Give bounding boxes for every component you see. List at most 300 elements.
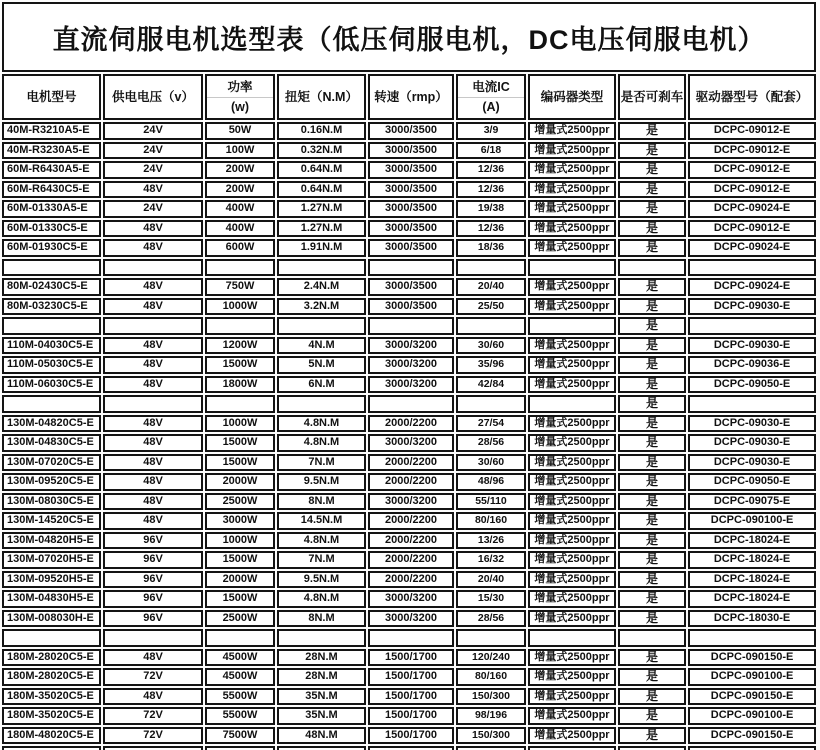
table-cell: 48V xyxy=(103,376,203,394)
table-cell xyxy=(103,317,203,335)
table-cell: DCPC-09030-E xyxy=(688,434,816,452)
table-cell xyxy=(618,259,686,277)
table-cell: 60M-01930C5-E xyxy=(2,239,101,257)
table-cell: 48V xyxy=(103,239,203,257)
table-cell: 2000W xyxy=(205,571,275,589)
table-cell: 16/32 xyxy=(456,551,526,569)
table-cell: 130M-04820C5-E xyxy=(2,415,101,433)
table-cell: 增量式2500ppr xyxy=(528,532,616,550)
table-cell: 增量式2500ppr xyxy=(528,649,616,667)
table-cell: 55/110 xyxy=(456,493,526,511)
table-row xyxy=(2,239,816,257)
table-cell xyxy=(368,746,454,750)
table-cell: DCPC-09030-E xyxy=(688,415,816,433)
table-cell: 是 xyxy=(618,220,686,238)
table-cell: 1000W xyxy=(205,532,275,550)
table-cell: 3000/3500 xyxy=(368,200,454,218)
table-cell: 增量式2500ppr xyxy=(528,610,616,628)
column-header-driver-model: 驱动器型号（配套） xyxy=(688,74,816,120)
table-cell: 12/36 xyxy=(456,181,526,199)
column-header-brake: 是否可刹车 xyxy=(618,74,686,120)
table-cell: 2500W xyxy=(205,610,275,628)
table-cell: 是 xyxy=(618,337,686,355)
table-cell: 2000W xyxy=(205,473,275,491)
table-cell: DCPC-18024-E xyxy=(688,551,816,569)
table-cell: 1500/1700 xyxy=(368,707,454,725)
table-cell: 增量式2500ppr xyxy=(528,200,616,218)
table-cell: 24V xyxy=(103,200,203,218)
table-cell xyxy=(103,259,203,277)
table-cell: 12/36 xyxy=(456,220,526,238)
table-cell: 98/196 xyxy=(456,707,526,725)
table-cell: 48V xyxy=(103,415,203,433)
table-cell: 50W xyxy=(205,122,275,140)
column-header-power-label: 功率 xyxy=(207,77,273,97)
table-cell: 96V xyxy=(103,610,203,628)
page-title: 直流伺服电机选型表（低压伺服电机，DC电压伺服电机） xyxy=(2,2,816,72)
table-row xyxy=(2,493,816,511)
table-cell: 40M-R3230A5-E xyxy=(2,142,101,160)
column-header-current-unit: (A) xyxy=(482,99,500,114)
table-cell: DCPC-09050-E xyxy=(688,473,816,491)
table-cell: 48V xyxy=(103,220,203,238)
table-cell: 9.5N.M xyxy=(277,473,366,491)
table-cell: 0.16N.M xyxy=(277,122,366,140)
table-cell: 3000W xyxy=(205,512,275,530)
table-row xyxy=(2,512,816,530)
table-cell: 8N.M xyxy=(277,493,366,511)
table-cell: DCPC-09012-E xyxy=(688,181,816,199)
table-cell: 1500/1700 xyxy=(368,649,454,667)
table-cell: 是 xyxy=(618,161,686,179)
table-cell: 是 xyxy=(618,493,686,511)
table-cell: 3000/3200 xyxy=(368,356,454,374)
table-cell: 增量式2500ppr xyxy=(528,454,616,472)
table-cell: 130M-09520C5-E xyxy=(2,473,101,491)
table-cell: 是 xyxy=(618,278,686,296)
table-cell: 35N.M xyxy=(277,707,366,725)
table-cell: 增量式2500ppr xyxy=(528,688,616,706)
table-cell: 13/26 xyxy=(456,532,526,550)
table-cell: 1500W xyxy=(205,356,275,374)
table-cell: DCPC-090100-E xyxy=(688,512,816,530)
table-row xyxy=(2,649,816,667)
table-cell: 1500W xyxy=(205,434,275,452)
table-cell xyxy=(2,317,101,335)
table-row xyxy=(2,200,816,218)
table-cell xyxy=(456,629,526,647)
table-cell: 是 xyxy=(618,668,686,686)
table-row xyxy=(2,434,816,452)
table-cell: 增量式2500ppr xyxy=(528,551,616,569)
table-cell: 60M-01330A5-E xyxy=(2,200,101,218)
table-cell: 是 xyxy=(618,142,686,160)
table-cell xyxy=(528,317,616,335)
table-cell: 3000/3500 xyxy=(368,181,454,199)
table-cell: 2500W xyxy=(205,493,275,511)
table-cell: 9.5N.M xyxy=(277,571,366,589)
table-cell: DCPC-09024-E xyxy=(688,200,816,218)
table-cell: 24V xyxy=(103,161,203,179)
table-cell: 200W xyxy=(205,181,275,199)
table-cell: 96V xyxy=(103,571,203,589)
table-cell: 80M-03230C5-E xyxy=(2,298,101,316)
table-cell: 8N.M xyxy=(277,610,366,628)
table-cell: 7N.M xyxy=(277,551,366,569)
table-cell: 20/40 xyxy=(456,278,526,296)
table-row xyxy=(2,571,816,589)
table-cell: 是 xyxy=(618,454,686,472)
table-cell: 48V xyxy=(103,434,203,452)
table-cell: 增量式2500ppr xyxy=(528,356,616,374)
table-cell xyxy=(528,629,616,647)
table-cell: 3000/3500 xyxy=(368,239,454,257)
table-cell: 3000/3500 xyxy=(368,278,454,296)
table-cell: 是 xyxy=(618,181,686,199)
table-cell: 1000W xyxy=(205,298,275,316)
table-cell: 5500W xyxy=(205,707,275,725)
table-cell: 27/54 xyxy=(456,415,526,433)
table-cell: 130M-09520H5-E xyxy=(2,571,101,589)
table-cell: 增量式2500ppr xyxy=(528,668,616,686)
table-cell: 增量式2500ppr xyxy=(528,571,616,589)
column-header-current xyxy=(456,74,526,120)
table-cell xyxy=(528,395,616,413)
table-cell: 是 xyxy=(618,610,686,628)
table-cell xyxy=(103,629,203,647)
column-header-encoder-type: 编码器类型 xyxy=(528,74,616,120)
table-cell: 14.5N.M xyxy=(277,512,366,530)
table-cell xyxy=(277,746,366,750)
table-cell: 0.64N.M xyxy=(277,161,366,179)
table-cell: DCPC-09075-E xyxy=(688,493,816,511)
table-cell: 3000/3500 xyxy=(368,122,454,140)
table-cell: DCPC-18024-E xyxy=(688,590,816,608)
table-cell: 是 xyxy=(618,727,686,745)
table-cell: DCPC-09024-E xyxy=(688,239,816,257)
table-cell: 是 xyxy=(618,356,686,374)
table-cell: 是 xyxy=(618,200,686,218)
table-cell: DCPC-090150-E xyxy=(688,727,816,745)
table-cell: 48V xyxy=(103,298,203,316)
table-cell: 增量式2500ppr xyxy=(528,590,616,608)
table-row xyxy=(2,259,816,277)
table-cell: 80M-02430C5-E xyxy=(2,278,101,296)
table-cell: 4.8N.M xyxy=(277,590,366,608)
table-cell: 3000/3500 xyxy=(368,161,454,179)
table-cell xyxy=(205,629,275,647)
table-cell xyxy=(688,395,816,413)
table-cell: 2000/2200 xyxy=(368,454,454,472)
table-cell: 增量式2500ppr xyxy=(528,161,616,179)
table-row xyxy=(2,473,816,491)
table-cell: 1.27N.M xyxy=(277,200,366,218)
table-cell: 15/30 xyxy=(456,590,526,608)
table-cell: 4N.M xyxy=(277,337,366,355)
table-cell: 是 xyxy=(618,415,686,433)
table-cell: 35/96 xyxy=(456,356,526,374)
table-cell: 80/160 xyxy=(456,512,526,530)
table-cell: DCPC-09012-E xyxy=(688,142,816,160)
table-cell: 是 xyxy=(618,551,686,569)
table-cell xyxy=(2,746,101,750)
table-cell: 是 xyxy=(618,317,686,335)
table-cell: 3000/3200 xyxy=(368,337,454,355)
table-cell: 28/56 xyxy=(456,434,526,452)
table-cell: 增量式2500ppr xyxy=(528,181,616,199)
table-cell: 3000/3200 xyxy=(368,590,454,608)
table-cell: 增量式2500ppr xyxy=(528,142,616,160)
table-cell: 增量式2500ppr xyxy=(528,493,616,511)
table-cell xyxy=(205,746,275,750)
table-cell: 130M-07020C5-E xyxy=(2,454,101,472)
table-cell xyxy=(277,395,366,413)
column-header-speed: 转速（rmp） xyxy=(368,74,454,120)
table-cell: 3.2N.M xyxy=(277,298,366,316)
table-cell: 3000/3500 xyxy=(368,142,454,160)
table-cell: 增量式2500ppr xyxy=(528,337,616,355)
table-cell: 60M-R6430C5-E xyxy=(2,181,101,199)
table-cell: 28N.M xyxy=(277,668,366,686)
table-cell: 30/60 xyxy=(456,337,526,355)
table-cell: 130M-008030H-E xyxy=(2,610,101,628)
table-cell: 7N.M xyxy=(277,454,366,472)
table-row xyxy=(2,181,816,199)
table-cell: 4500W xyxy=(205,668,275,686)
table-row xyxy=(2,454,816,472)
table-cell: 110M-04030C5-E xyxy=(2,337,101,355)
table-cell: 增量式2500ppr xyxy=(528,122,616,140)
table-cell: 是 xyxy=(618,122,686,140)
table-cell: 130M-04830C5-E xyxy=(2,434,101,452)
table-cell xyxy=(618,746,686,750)
table-cell: 1500W xyxy=(205,454,275,472)
table-cell: 2000/2200 xyxy=(368,512,454,530)
table-row xyxy=(2,629,816,647)
table-cell: 4500W xyxy=(205,649,275,667)
table-cell xyxy=(2,629,101,647)
table-cell: 增量式2500ppr xyxy=(528,278,616,296)
table-cell: 是 xyxy=(618,649,686,667)
table-cell: 增量式2500ppr xyxy=(528,512,616,530)
table-cell: 20/40 xyxy=(456,571,526,589)
table-cell: 增量式2500ppr xyxy=(528,434,616,452)
table-cell: 24V xyxy=(103,142,203,160)
table-cell xyxy=(456,317,526,335)
table-cell: 是 xyxy=(618,688,686,706)
table-cell: 25/50 xyxy=(456,298,526,316)
table-cell xyxy=(2,259,101,277)
table-cell: 4.8N.M xyxy=(277,434,366,452)
table-cell: 2000/2200 xyxy=(368,571,454,589)
table-cell xyxy=(688,259,816,277)
table-cell: 72V xyxy=(103,727,203,745)
table-row xyxy=(2,317,816,335)
table-cell: 130M-08030C5-E xyxy=(2,493,101,511)
table-cell: 7500W xyxy=(205,727,275,745)
column-header-motor-model: 电机型号 xyxy=(2,74,101,120)
table-cell: 5N.M xyxy=(277,356,366,374)
header-row xyxy=(2,74,816,120)
table-cell xyxy=(103,746,203,750)
table-cell xyxy=(456,746,526,750)
table-cell: 1500/1700 xyxy=(368,688,454,706)
table-row xyxy=(2,142,816,160)
table-cell: 180M-35020C5-E xyxy=(2,707,101,725)
table-cell: 2000/2200 xyxy=(368,532,454,550)
table-cell: 3000/3200 xyxy=(368,434,454,452)
table-cell xyxy=(456,395,526,413)
table-cell: 400W xyxy=(205,220,275,238)
table-cell: 96V xyxy=(103,532,203,550)
table-cell: 3000/3500 xyxy=(368,298,454,316)
table-cell: 增量式2500ppr xyxy=(528,298,616,316)
table-cell xyxy=(277,259,366,277)
table-cell: 35N.M xyxy=(277,688,366,706)
table-row xyxy=(2,395,816,413)
table-cell: 180M-48020C5-E xyxy=(2,727,101,745)
table-cell xyxy=(103,395,203,413)
table-cell: 130M-14520C5-E xyxy=(2,512,101,530)
table-cell: 48/96 xyxy=(456,473,526,491)
table-cell: 0.64N.M xyxy=(277,181,366,199)
table-cell: DCPC-09030-E xyxy=(688,454,816,472)
table-cell: 180M-28020C5-E xyxy=(2,649,101,667)
table-cell xyxy=(456,259,526,277)
table-cell: DCPC-09030-E xyxy=(688,298,816,316)
table-cell: 增量式2500ppr xyxy=(528,220,616,238)
table-cell xyxy=(2,395,101,413)
table-cell: 4.8N.M xyxy=(277,415,366,433)
table-cell xyxy=(368,259,454,277)
table-row xyxy=(2,727,816,745)
table-cell xyxy=(205,395,275,413)
table-cell: DCPC-09012-E xyxy=(688,122,816,140)
table-cell: 增量式2500ppr xyxy=(528,239,616,257)
table-cell xyxy=(368,395,454,413)
table-cell: DCPC-18030-E xyxy=(688,610,816,628)
column-header-torque: 扭矩（N.M） xyxy=(277,74,366,120)
table-cell: DCPC-09024-E xyxy=(688,278,816,296)
table-cell: 48V xyxy=(103,278,203,296)
table-cell: 72V xyxy=(103,668,203,686)
table-row xyxy=(2,707,816,725)
table-cell: 6/18 xyxy=(456,142,526,160)
table-cell: 42/84 xyxy=(456,376,526,394)
table-cell: 是 xyxy=(618,473,686,491)
table-cell: 1200W xyxy=(205,337,275,355)
table-cell: 750W xyxy=(205,278,275,296)
table-cell: 30/60 xyxy=(456,454,526,472)
table-cell: 48N.M xyxy=(277,727,366,745)
table-cell: 130M-07020H5-E xyxy=(2,551,101,569)
table-cell: DCPC-18024-E xyxy=(688,571,816,589)
table-cell: 6N.M xyxy=(277,376,366,394)
table-cell: 2000/2200 xyxy=(368,551,454,569)
table-cell: 48V xyxy=(103,493,203,511)
table-cell: 是 xyxy=(618,707,686,725)
column-header-power xyxy=(205,74,275,120)
table-cell: 18/36 xyxy=(456,239,526,257)
table-cell: 是 xyxy=(618,298,686,316)
table-cell: DCPC-090100-E xyxy=(688,668,816,686)
table-cell: 2000/2200 xyxy=(368,473,454,491)
table-cell: 1000W xyxy=(205,415,275,433)
table-cell xyxy=(277,629,366,647)
table-cell: 600W xyxy=(205,239,275,257)
table-cell: 1500W xyxy=(205,551,275,569)
table-cell: 48V xyxy=(103,181,203,199)
table-cell: 48V xyxy=(103,473,203,491)
table-cell: 60M-R6430A5-E xyxy=(2,161,101,179)
table-cell xyxy=(368,317,454,335)
table-cell: 3000/3200 xyxy=(368,493,454,511)
table-cell xyxy=(277,317,366,335)
table-row xyxy=(2,220,816,238)
table-cell: 110M-06030C5-E xyxy=(2,376,101,394)
table-row xyxy=(2,376,816,394)
table-row xyxy=(2,278,816,296)
table-cell: 增量式2500ppr xyxy=(528,707,616,725)
table-cell: 28/56 xyxy=(456,610,526,628)
table-cell: 80/160 xyxy=(456,668,526,686)
table-cell xyxy=(205,259,275,277)
table-row xyxy=(2,161,816,179)
table-cell: 1800W xyxy=(205,376,275,394)
table-cell: 0.32N.M xyxy=(277,142,366,160)
table-cell: 是 xyxy=(618,239,686,257)
table-cell xyxy=(368,629,454,647)
table-cell: DCPC-18024-E xyxy=(688,532,816,550)
table-cell xyxy=(205,317,275,335)
table-row xyxy=(2,298,816,316)
table-cell: 增量式2500ppr xyxy=(528,727,616,745)
table-cell: 130M-04830H5-E xyxy=(2,590,101,608)
table-cell: DCPC-09012-E xyxy=(688,161,816,179)
table-cell: 72V xyxy=(103,707,203,725)
table-row xyxy=(2,688,816,706)
table-cell: 1500/1700 xyxy=(368,668,454,686)
table-cell: DCPC-09012-E xyxy=(688,220,816,238)
table-cell: 24V xyxy=(103,122,203,140)
table-cell: 是 xyxy=(618,532,686,550)
table-cell: 3/9 xyxy=(456,122,526,140)
column-header-supply-voltage: 供电电压（v） xyxy=(103,74,203,120)
table-cell: 110M-05030C5-E xyxy=(2,356,101,374)
table-cell: 5500W xyxy=(205,688,275,706)
table-cell: 是 xyxy=(618,590,686,608)
table-cell: DCPC-090100-E xyxy=(688,707,816,725)
table-cell: 96V xyxy=(103,551,203,569)
table-cell: 增量式2500ppr xyxy=(528,415,616,433)
table-cell xyxy=(688,629,816,647)
table-row xyxy=(2,122,816,140)
table-cell: DCPC-090150-E xyxy=(688,649,816,667)
table-cell: 96V xyxy=(103,590,203,608)
table-cell: 120/240 xyxy=(456,649,526,667)
table-cell: 48V xyxy=(103,337,203,355)
table-cell xyxy=(688,746,816,750)
table-cell: 150/300 xyxy=(456,727,526,745)
table-cell: 200W xyxy=(205,161,275,179)
table-body xyxy=(2,122,816,750)
table-cell xyxy=(688,317,816,335)
table-cell: 2.4N.M xyxy=(277,278,366,296)
table-row xyxy=(2,590,816,608)
table-cell: 是 xyxy=(618,395,686,413)
table-cell: 1500W xyxy=(205,590,275,608)
table-cell: 180M-28020C5-E xyxy=(2,668,101,686)
